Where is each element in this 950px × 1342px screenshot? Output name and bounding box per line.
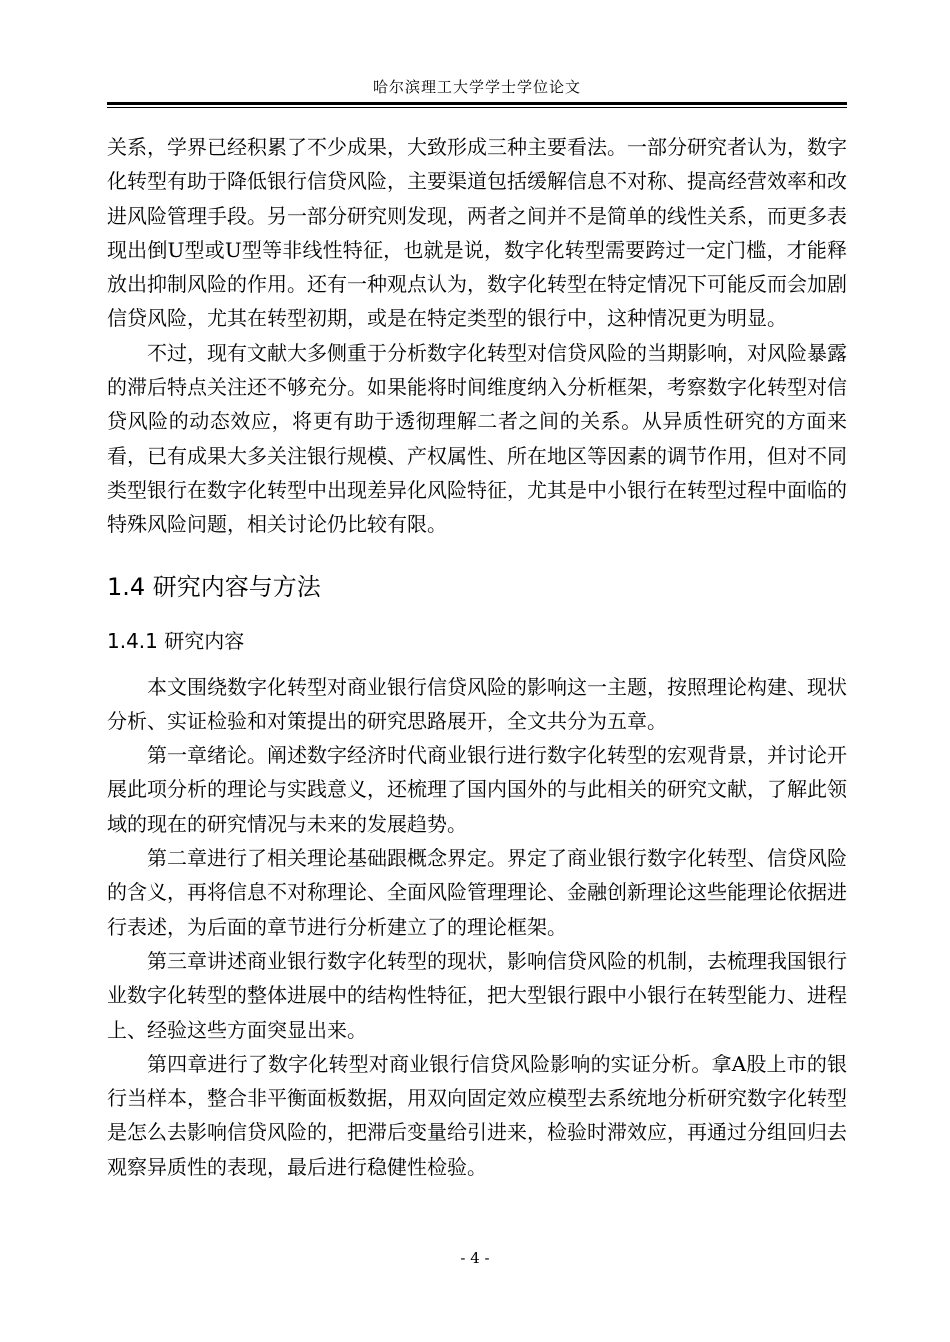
- body-paragraph-2: 不过，现有文献大多侧重于分析数字化转型对信贷风险的当期影响，对风险暴露的滞后特点关注还不够充分。如果能将时间维度纳入分析框架，考察数字化转型对信贷风险的动态效应，将更有助于透彻理解二者之间的关系。从异质性研究的方面来看，已有成果大多关注银行规模、产权属性、所在地区等因素的调节作用，但对不同类型银行在数字化转型中出现差异化风险特征，尤其是中小银行在转型过程中面临的特殊风险问题，相关讨论仍比较有限。: [107, 340, 847, 537]
- body-paragraph-4: 第一章绪论。阐述数字经济时代商业银行进行数字化转型的宏观背景，并讨论开展此项分析的理论与实践意义，还梳理了国内国外的与此相关的研究文献，了解此领域的现在的研究情况与未来的发展趋势。: [107, 743, 847, 836]
- body-paragraph-5: 第二章进行了相关理论基础跟概念界定。界定了商业银行数字化转型、信贷风险的含义，再将信息不对称理论、全面风险管理理论、金融创新理论这些能理论依据进行表述，为后面的章节进行分析建立了的理论框架。: [107, 846, 847, 939]
- body-paragraph-1: 关系，学界已经积累了不少成果，大致形成三种主要看法。一部分研究者认为，数字化转型有助于降低银行信贷风险，主要渠道包括缓解信息不对称、提高经营效率和改进风险管理手段。另一部分研究则发现，两者之间并不是简单的线性关系，而更多表现出倒U型或U型等非线性特征，也就是说，数字化转型需要跨过一定门槛，才能释放出抑制风险的作用。还有一种观点认为，数字化转型在特定情况下可能反而会加剧信贷风险，尤其在转型初期，或是在特定类型的银行中，这种情况更为明显。: [107, 135, 847, 331]
- body-paragraph-7: 第四章进行了数字化转型对商业银行信贷风险影响的实证分析。拿A股上市的银行当样本，整合非平衡面板数据，用双向固定效应模型去系统地分析研究数字化转型是怎么去影响信贷风险的，把滞后变量给引进来，检验时滞效应，再通过分组回归去观察异质性的表现，最后进行稳健性检验。: [107, 1051, 847, 1179]
- body-paragraph-6: 第三章讲述商业银行数字化转型的现状，影响信贷风险的机制，去梳理我国银行业数字化转型的整体进展中的结构性特征，把大型银行跟中小银行在转型能力、进程上、经验这些方面突显出来。: [107, 948, 847, 1042]
- subsection-heading-1-4-1: 1.4.1 研究内容: [107, 628, 245, 653]
- page-body: [107, 130, 847, 1184]
- header-rule-thick: [107, 102, 847, 105]
- header-rule-thin: [107, 107, 847, 108]
- page-number: - 4 -: [460, 1249, 490, 1267]
- body-paragraph-3: 本文围绕数字化转型对商业银行信贷风险的影响这一主题，按照理论构建、现状分析、实证检验和对策提出的研究思路展开，全文共分为五章。: [107, 674, 847, 733]
- section-heading-1-4: 1.4 研究内容与方法: [107, 572, 321, 601]
- running-header: 哈尔滨理工大学学士学位论文: [372, 78, 581, 96]
